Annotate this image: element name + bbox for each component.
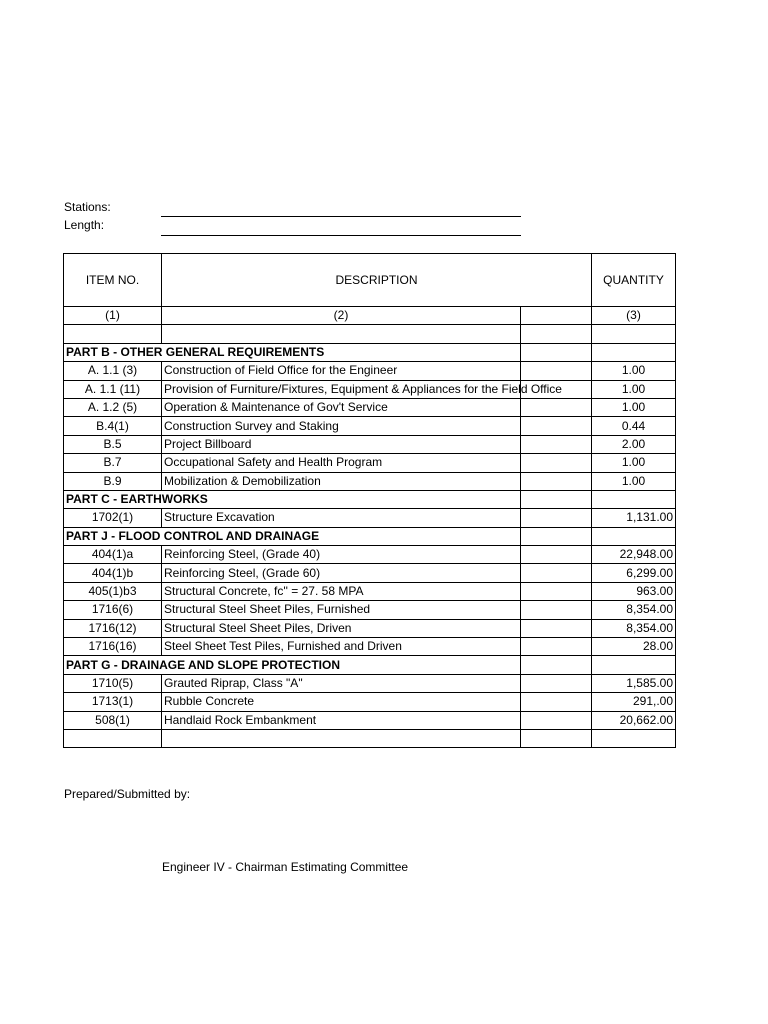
description-overflow-cell: [521, 711, 592, 729]
header-quantity: QUANTITY: [592, 254, 676, 307]
description-cell: Construction of Field Office for the Engineer: [162, 362, 521, 380]
blank-cell: [162, 729, 521, 747]
table-row: [64, 674, 676, 692]
header-row: [64, 254, 676, 307]
item-no-cell: B.5: [64, 435, 162, 453]
description-cell: Structure Excavation: [162, 509, 521, 527]
section-row: [64, 656, 676, 674]
quantity-cell: 1.00: [592, 398, 676, 416]
quantity-cell: 1.00: [592, 362, 676, 380]
quantity-cell: 6,299.00: [592, 564, 676, 582]
quantity-cell: 28.00: [592, 638, 676, 656]
table-row: [64, 546, 676, 564]
description-overflow-cell: [521, 564, 592, 582]
description-cell: Operation & Maintenance of Gov't Service: [162, 398, 521, 416]
description-cell: Structural Steel Sheet Piles, Furnished: [162, 601, 521, 619]
section-qty-blank: [592, 656, 676, 674]
item-no-cell: A. 1.1 (3): [64, 362, 162, 380]
colnum-item: (1): [64, 307, 162, 325]
description-cell: Construction Survey and Staking: [162, 417, 521, 435]
header-item-no: ITEM NO.: [64, 254, 162, 307]
item-no-cell: 1716(6): [64, 601, 162, 619]
quantity-cell: 1.00: [592, 380, 676, 398]
stations-line: [161, 216, 521, 217]
description-overflow-cell: [521, 472, 592, 490]
section-title: PART G - DRAINAGE AND SLOPE PROTECTION: [64, 656, 162, 674]
table-row: [64, 601, 676, 619]
description-cell: Provision of Furniture/Fixtures, Equipment & Appliances for the Field Office: [162, 380, 521, 398]
item-no-cell: 1716(16): [64, 638, 162, 656]
quantity-table: [63, 253, 676, 748]
item-no-cell: B.9: [64, 472, 162, 490]
quantity-cell: 1,585.00: [592, 674, 676, 692]
quantity-cell: 1,131.00: [592, 509, 676, 527]
item-no-cell: 404(1)b: [64, 564, 162, 582]
description-overflow-cell: [521, 582, 592, 600]
description-overflow-cell: [521, 601, 592, 619]
section-blank: [521, 343, 592, 361]
blank-cell: [521, 729, 592, 747]
table-row: [64, 564, 676, 582]
table-row: [64, 509, 676, 527]
item-no-cell: 404(1)a: [64, 546, 162, 564]
length-line: [161, 235, 521, 236]
quantity-cell: 8,354.00: [592, 619, 676, 637]
table-row: [64, 380, 676, 398]
description-overflow-cell: [521, 362, 592, 380]
colnum-blank: [521, 307, 592, 325]
table-row: [64, 398, 676, 416]
description-overflow-cell: [521, 693, 592, 711]
description-overflow-cell: [521, 674, 592, 692]
table-row: [64, 435, 676, 453]
section-title: PART B - OTHER GENERAL REQUIREMENTS: [64, 343, 162, 361]
description-cell: Project Billboard: [162, 435, 521, 453]
blank-cell: [64, 729, 162, 747]
item-no-cell: 405(1)b3: [64, 582, 162, 600]
quantity-cell: 8,354.00: [592, 601, 676, 619]
description-cell: Occupational Safety and Health Program: [162, 454, 521, 472]
quantity-cell: 1.00: [592, 472, 676, 490]
table-row: [64, 454, 676, 472]
description-overflow-cell: [521, 509, 592, 527]
header-description: DESCRIPTION: [162, 254, 592, 307]
section-blank: [521, 527, 592, 545]
table-row: [64, 711, 676, 729]
section-row: [64, 490, 676, 508]
length-label: Length:: [64, 218, 105, 232]
item-no-cell: B.7: [64, 454, 162, 472]
description-cell: Reinforcing Steel, (Grade 40): [162, 546, 521, 564]
section-title: PART J - FLOOD CONTROL AND DRAINAGE: [64, 527, 162, 545]
description-overflow-cell: [521, 435, 592, 453]
description-cell: Structural Concrete, fc'' = 27. 58 MPA: [162, 582, 521, 600]
section-qty-blank: [592, 527, 676, 545]
section-row: [64, 527, 676, 545]
description-overflow-cell: [521, 638, 592, 656]
item-no-cell: A. 1.1 (11): [64, 380, 162, 398]
description-cell: Steel Sheet Test Piles, Furnished and Driven: [162, 638, 521, 656]
section-spacer: [162, 490, 521, 508]
item-no-cell: A. 1.2 (5): [64, 398, 162, 416]
description-cell: Mobilization & Demobilization: [162, 472, 521, 490]
description-cell: Rubble Concrete: [162, 693, 521, 711]
blank-row: [64, 729, 676, 747]
description-overflow-cell: [521, 546, 592, 564]
description-cell: Structural Steel Sheet Piles, Driven: [162, 619, 521, 637]
table-row: [64, 362, 676, 380]
section-qty-blank: [592, 343, 676, 361]
stations-label: Stations:: [64, 200, 111, 214]
prepared-label: Prepared/Submitted by:: [64, 787, 191, 801]
description-cell: Grauted Riprap, Class "A": [162, 674, 521, 692]
table-row: [64, 619, 676, 637]
blank-cell: [64, 325, 162, 343]
description-cell: Reinforcing Steel, (Grade 60): [162, 564, 521, 582]
signatory-title: Engineer IV - Chairman Estimating Committee: [162, 860, 409, 874]
blank-cell: [592, 325, 676, 343]
item-no-cell: 1710(5): [64, 674, 162, 692]
quantity-cell: 2.00: [592, 435, 676, 453]
column-number-row: [64, 307, 676, 325]
table-row: [64, 417, 676, 435]
blank-cell: [592, 729, 676, 747]
quantity-cell: 20,662.00: [592, 711, 676, 729]
quantity-cell: 963.00: [592, 582, 676, 600]
item-no-cell: 1702(1): [64, 509, 162, 527]
colnum-quantity: (3): [592, 307, 676, 325]
blank-row: [64, 325, 676, 343]
quantity-cell: 0.44: [592, 417, 676, 435]
description-overflow-cell: [521, 417, 592, 435]
blank-cell: [162, 325, 521, 343]
colnum-description: (2): [162, 307, 521, 325]
quantity-cell: 1.00: [592, 454, 676, 472]
table-row: [64, 582, 676, 600]
item-no-cell: 1716(12): [64, 619, 162, 637]
section-blank: [521, 490, 592, 508]
section-qty-blank: [592, 490, 676, 508]
blank-cell: [521, 325, 592, 343]
section-blank: [521, 656, 592, 674]
item-no-cell: 1713(1): [64, 693, 162, 711]
description-overflow-cell: [521, 398, 592, 416]
section-title: PART C - EARTHWORKS: [64, 490, 162, 508]
item-no-cell: 508(1): [64, 711, 162, 729]
table-row: [64, 693, 676, 711]
quantity-cell: 291,.00: [592, 693, 676, 711]
description-overflow-cell: [521, 454, 592, 472]
quantity-cell: 22,948.00: [592, 546, 676, 564]
table-row: [64, 472, 676, 490]
section-row: [64, 343, 676, 361]
description-cell: Handlaid Rock Embankment: [162, 711, 521, 729]
item-no-cell: B.4(1): [64, 417, 162, 435]
table-row: [64, 638, 676, 656]
description-overflow-cell: [521, 619, 592, 637]
